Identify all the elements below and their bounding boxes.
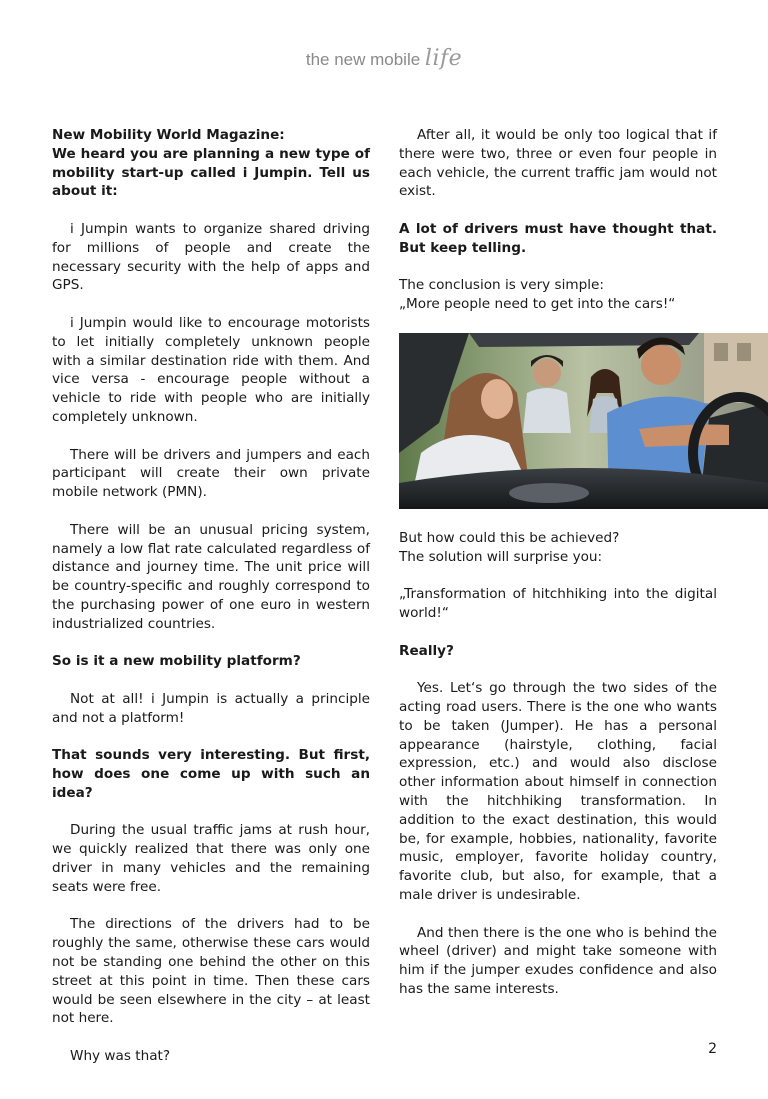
answer-paragraph: Yes. Let‘s go through the two sides of the acting road users. There is the one who wants to be taken (Jumper). He has a personal appearance (hairstyle, clothing, facial expression, etc.) and would also disclose other information about himself in connection with the hitchhiking transformation. In addition to the exact destination, this would be, for example, hobbies, nationality, favorite music, employer, favorite holiday country, favorite club, but also, for example, that a male driver is undesirable. xyxy=(399,680,717,903)
answer-paragraph: The directions of the drivers had to be roughly the same, otherwise these cars would not be standing one behind the other on this street at this point in time. Then these cars would be seen elsewhere in the city – at least not here. xyxy=(52,916,370,1027)
left-column xyxy=(52,126,370,1085)
interview-question: New Mobility World Magazine: xyxy=(52,127,285,143)
answer-paragraph xyxy=(399,529,717,567)
interview-question: Really? xyxy=(399,642,454,659)
answer-paragraph: i Jumpin would like to encourage motorists to let initially completely unknown people with a similar destination ride with them. And vice versa - encourage people without a vehicle to ride with people who are initially completely unknown. xyxy=(52,314,370,425)
interview-question: That sounds very interesting. But first, how does one come up with such an idea? xyxy=(52,747,370,801)
interview-question: A lot of drivers must have thought that. But keep telling. xyxy=(399,220,717,256)
answer-paragraph: After all, it would be only too logical that if there were two, three or even four people in each vehicle, the current traffic jam would not exist. xyxy=(399,127,717,200)
right-column xyxy=(399,126,717,1017)
page-number: 2 xyxy=(708,1041,717,1057)
answer-paragraph: „Transformation of hitchhiking into the digital world!“ xyxy=(399,586,717,621)
running-header xyxy=(0,46,768,71)
answer-paragraph: i Jumpin wants to organize shared driving for millions of people and create the necessary security with the help of apps and GPS. xyxy=(52,220,370,294)
interview-question: So is it a new mobility platform? xyxy=(52,653,301,670)
answer-paragraph: There will be an unusual pricing system, namely a low flat rate calculated regardless of distance and journey time. The unit price will be country-specific and roughly correspond to the purchasing power of one euro in western industrialized countries. xyxy=(52,521,370,632)
answer-paragraph: There will be drivers and jumpers and each participant will create their own private mobile network (PMN). xyxy=(52,446,370,501)
answer-line: The solution will surprise you: xyxy=(399,548,603,565)
answer-line: „More people need to get into the cars!“ xyxy=(399,296,676,313)
answer-paragraph: Why was that? xyxy=(70,1048,171,1065)
answer-paragraph: Not at all! i Jumpin is actually a principle and not a platform! xyxy=(52,690,370,726)
car-passengers-photo xyxy=(399,333,768,509)
answer-line: But how could this be achieved? xyxy=(399,529,620,546)
answer-line: The conclusion is very simple: xyxy=(399,277,604,294)
header-script-word: life xyxy=(424,46,463,71)
answer-paragraph: During the usual traffic jams at rush hour, we quickly realized that there was only one driver in many vehicles and the remaining seats were free. xyxy=(52,822,370,895)
answer-paragraph xyxy=(399,276,717,314)
answer-paragraph: And then there is the one who is behind the wheel (driver) and might take someone with him if the jumper exudes confidence and also has the same interests. xyxy=(399,924,717,997)
header-text: the new mobile xyxy=(305,50,421,69)
interview-question: We heard you are planning a new type of mobility start-up called i Jumpin. Tell us about it: xyxy=(52,145,370,200)
